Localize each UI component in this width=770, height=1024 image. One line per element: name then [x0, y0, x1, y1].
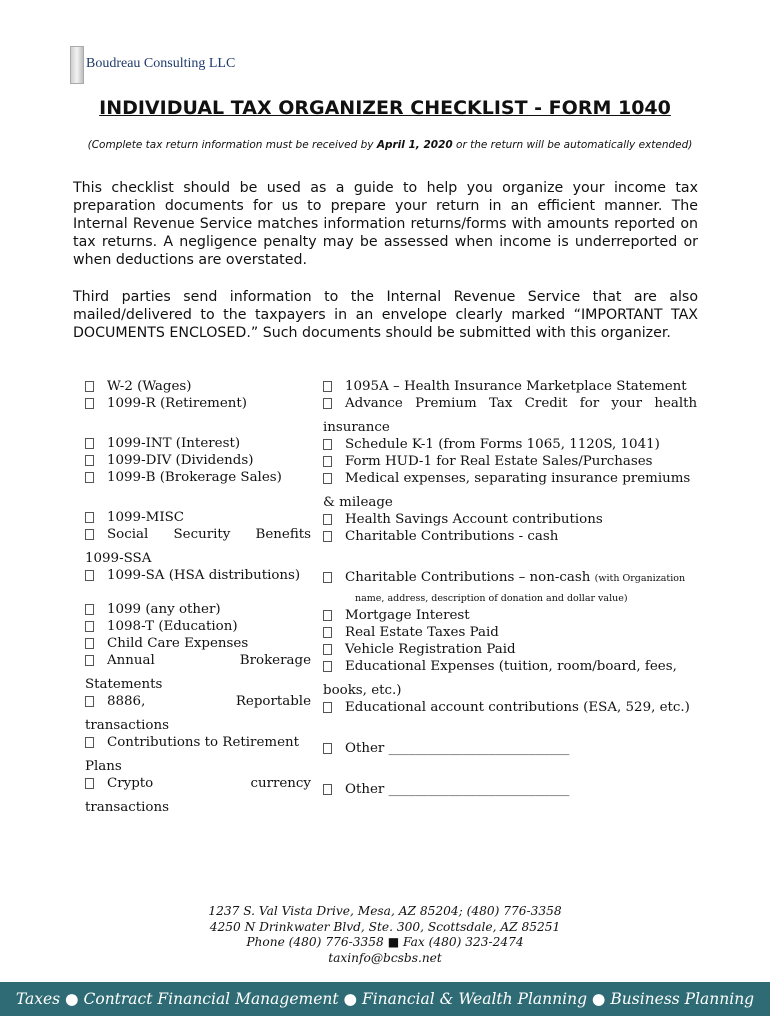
address-scottsdale: 4250 N Drinkwater Blvd, Ste. 300, Scottsdale, AZ 85251 [209, 919, 561, 934]
checkbox-icon[interactable] [323, 439, 332, 450]
item-label: Health Savings Account contributions [345, 512, 603, 527]
checklist-item-hsa[interactable] [323, 511, 713, 528]
checklist-item-1098t[interactable] [85, 618, 311, 635]
checkbox-icon[interactable] [323, 644, 332, 655]
item-label: 1099-SA (HSA distributions) [107, 568, 301, 583]
item-label: 1099-B (Brokerage Sales) [107, 470, 282, 485]
checkbox-icon[interactable] [323, 398, 332, 409]
item-note: (with Organization [594, 573, 686, 584]
footer-banner: Taxes ● Contract Financial Management ● Financial & Wealth Planning ● Business Planning [0, 982, 770, 1016]
phone-fax: Phone (480) 776-3358 ■ Fax (480) 323-2474 [246, 935, 524, 949]
checklist-item-medical[interactable] [323, 470, 713, 487]
checkbox-icon[interactable] [85, 604, 94, 615]
item-label: Vehicle Registration Paid [345, 642, 516, 657]
checklist-item-1095a[interactable] [323, 378, 713, 395]
item-label: Schedule K-1 (from Forms 1065, 1120S, 1041) [345, 437, 660, 452]
checklist-item-aptc[interactable] [323, 395, 713, 412]
checklist-item-charity-cash[interactable] [323, 528, 713, 545]
checklist-item-retirement[interactable] [85, 734, 311, 751]
item-continuation: transactions [85, 800, 169, 815]
email-link[interactable]: taxinfo@bcsbs.net [328, 950, 442, 965]
checkbox-icon[interactable] [323, 514, 332, 525]
item-label: W-2 (Wages) [107, 379, 192, 394]
checklist-item-hud1[interactable] [323, 453, 713, 470]
item-label: Other ___________________________ [345, 782, 570, 797]
checklist-item-ssa[interactable] [85, 526, 311, 543]
item-note: name, address, description of donation and dollar value) [355, 593, 628, 604]
item-label: 1099-R (Retirement) [107, 396, 248, 411]
checkbox-icon[interactable] [85, 737, 94, 748]
checklist-item-1099sa[interactable] [85, 567, 311, 584]
checkbox-icon[interactable] [323, 743, 332, 754]
checklist-item-other-2[interactable] [323, 781, 713, 798]
address-mesa: 1237 S. Val Vista Drive, Mesa, AZ 85204; (480) 776-3358 [208, 904, 562, 918]
checklist-item-k1[interactable] [323, 436, 713, 453]
checklist-item-edu-accounts[interactable] [323, 699, 713, 716]
checkbox-icon[interactable] [323, 572, 332, 583]
subtitle-date: April 1, 2020 [376, 139, 453, 151]
checkbox-icon[interactable] [85, 512, 94, 523]
item-label: Charitable Contributions – non-cash [345, 570, 591, 585]
item-continuation: Statements [85, 677, 163, 692]
page-title: INDIVIDUAL TAX ORGANIZER CHECKLIST - FORM 1040 [99, 97, 671, 119]
subtitle-pre: (Complete tax return information must be received by [87, 139, 377, 151]
item-label: Educational account contributions (ESA, 529, etc.) [345, 700, 690, 715]
checkbox-icon[interactable] [323, 610, 332, 621]
item-label: 1099-INT (Interest) [107, 436, 241, 451]
checklist-right-column [323, 378, 713, 798]
item-label: 1099-DIV (Dividends) [107, 453, 254, 468]
checkbox-icon[interactable] [85, 398, 94, 409]
item-label: Reportable [235, 694, 311, 709]
company-name: Boudreau Consulting LLC [86, 56, 236, 71]
checklist-item-crypto[interactable] [85, 775, 311, 792]
logo-mark [70, 46, 84, 84]
item-label: currency [250, 776, 311, 791]
checklist-item-1099-other[interactable] [85, 601, 311, 618]
item-label: Educational Expenses (tuition, room/board, fees, [345, 659, 677, 674]
item-continuation: transactions [85, 718, 169, 733]
intro-paragraph: This checklist should be used as a guide to help you organize your income tax preparation documents for us to prepare your return in an efficient manner. The Internal Revenue Service matches information returns/forms with amounts reported on tax returns. A negligence penalty may be assessed when income is underreported or when deductions are overstated. [73, 180, 698, 268]
item-label: Real Estate Taxes Paid [345, 625, 499, 640]
checklist-item-8886[interactable] [85, 693, 311, 710]
item-label: Social [107, 527, 149, 542]
checkbox-icon[interactable] [323, 531, 332, 542]
checklist-item-1099div[interactable] [85, 452, 311, 469]
item-label: 1099-MISC [107, 510, 185, 525]
checklist-item-realestate[interactable] [323, 624, 713, 641]
checkbox-icon[interactable] [85, 438, 94, 449]
item-continuation: & mileage [323, 495, 393, 510]
subtitle-post: or the return will be automatically extended) [452, 139, 693, 151]
checkbox-icon[interactable] [323, 456, 332, 467]
checkbox-icon[interactable] [85, 655, 94, 666]
item-continuation: books, etc.) [323, 683, 402, 698]
checkbox-icon[interactable] [323, 627, 332, 638]
item-label: Crypto [107, 776, 154, 791]
checkbox-icon[interactable] [85, 621, 94, 632]
item-label: 1098-T (Education) [107, 619, 238, 634]
checklist-item-education[interactable] [323, 658, 713, 675]
checkbox-icon[interactable] [85, 472, 94, 483]
item-label: Child Care Expenses [107, 636, 249, 651]
checklist-item-childcare[interactable] [85, 635, 311, 652]
third-party-paragraph: Third parties send information to the Internal Revenue Service that are also mailed/delivered to the taxpayers in an envelope clearly marked “IMPORTANT TAX DOCUMENTS ENCLOSED.” Such documents should be submitted with this organizer. [73, 289, 698, 341]
page-subtitle [80, 138, 700, 152]
checklist-item-vehicle[interactable] [323, 641, 713, 658]
checklist-item-other-1[interactable] [323, 740, 713, 757]
checkbox-icon[interactable] [85, 570, 94, 581]
item-continuation: Plans [85, 759, 122, 774]
checklist-item-w2[interactable] [85, 378, 311, 395]
checkbox-icon[interactable] [85, 529, 94, 540]
checklist-item-1099misc[interactable] [85, 509, 311, 526]
item-continuation: insurance [323, 420, 390, 435]
item-label: 1095A – Health Insurance Marketplace Statement [345, 379, 687, 394]
checkbox-icon[interactable] [323, 473, 332, 484]
checklist-item-1099int[interactable] [85, 435, 311, 452]
checklist-left-column [85, 378, 311, 816]
checkbox-icon[interactable] [85, 696, 94, 707]
item-label: Charitable Contributions - cash [345, 529, 559, 544]
office-addresses [150, 904, 620, 966]
checkbox-icon[interactable] [323, 661, 332, 672]
checkbox-icon[interactable] [85, 778, 94, 789]
item-label: Advance Premium Tax Credit for your health [345, 396, 698, 411]
checklist-item-1099r[interactable] [85, 395, 311, 412]
checkbox-icon[interactable] [323, 784, 332, 795]
item-label: Annual [107, 653, 155, 668]
item-label: Contributions to Retirement [107, 735, 299, 750]
checklist-item-mortgage[interactable] [323, 607, 713, 624]
checklist-item-charity-noncash[interactable] [323, 569, 713, 587]
item-label: Benefits [255, 527, 311, 542]
item-label: Form HUD-1 for Real Estate Sales/Purchases [345, 454, 653, 469]
item-continuation: 1099-SSA [85, 551, 152, 566]
item-label: Medical expenses, separating insurance premiums [345, 471, 691, 486]
checklist-item-1099b[interactable] [85, 469, 311, 486]
item-label: Security [173, 527, 231, 542]
item-label: 8886, [107, 694, 146, 709]
item-label: Mortgage Interest [345, 608, 470, 623]
item-label: Brokerage [239, 653, 311, 668]
checklist-item-brokerage[interactable] [85, 652, 311, 669]
checkbox-icon[interactable] [85, 381, 94, 392]
checkbox-icon[interactable] [85, 455, 94, 466]
checkbox-icon[interactable] [323, 702, 332, 713]
item-label: Other ___________________________ [345, 741, 570, 756]
checkbox-icon[interactable] [323, 381, 332, 392]
item-label: 1099 (any other) [107, 602, 221, 617]
checkbox-icon[interactable] [85, 638, 94, 649]
